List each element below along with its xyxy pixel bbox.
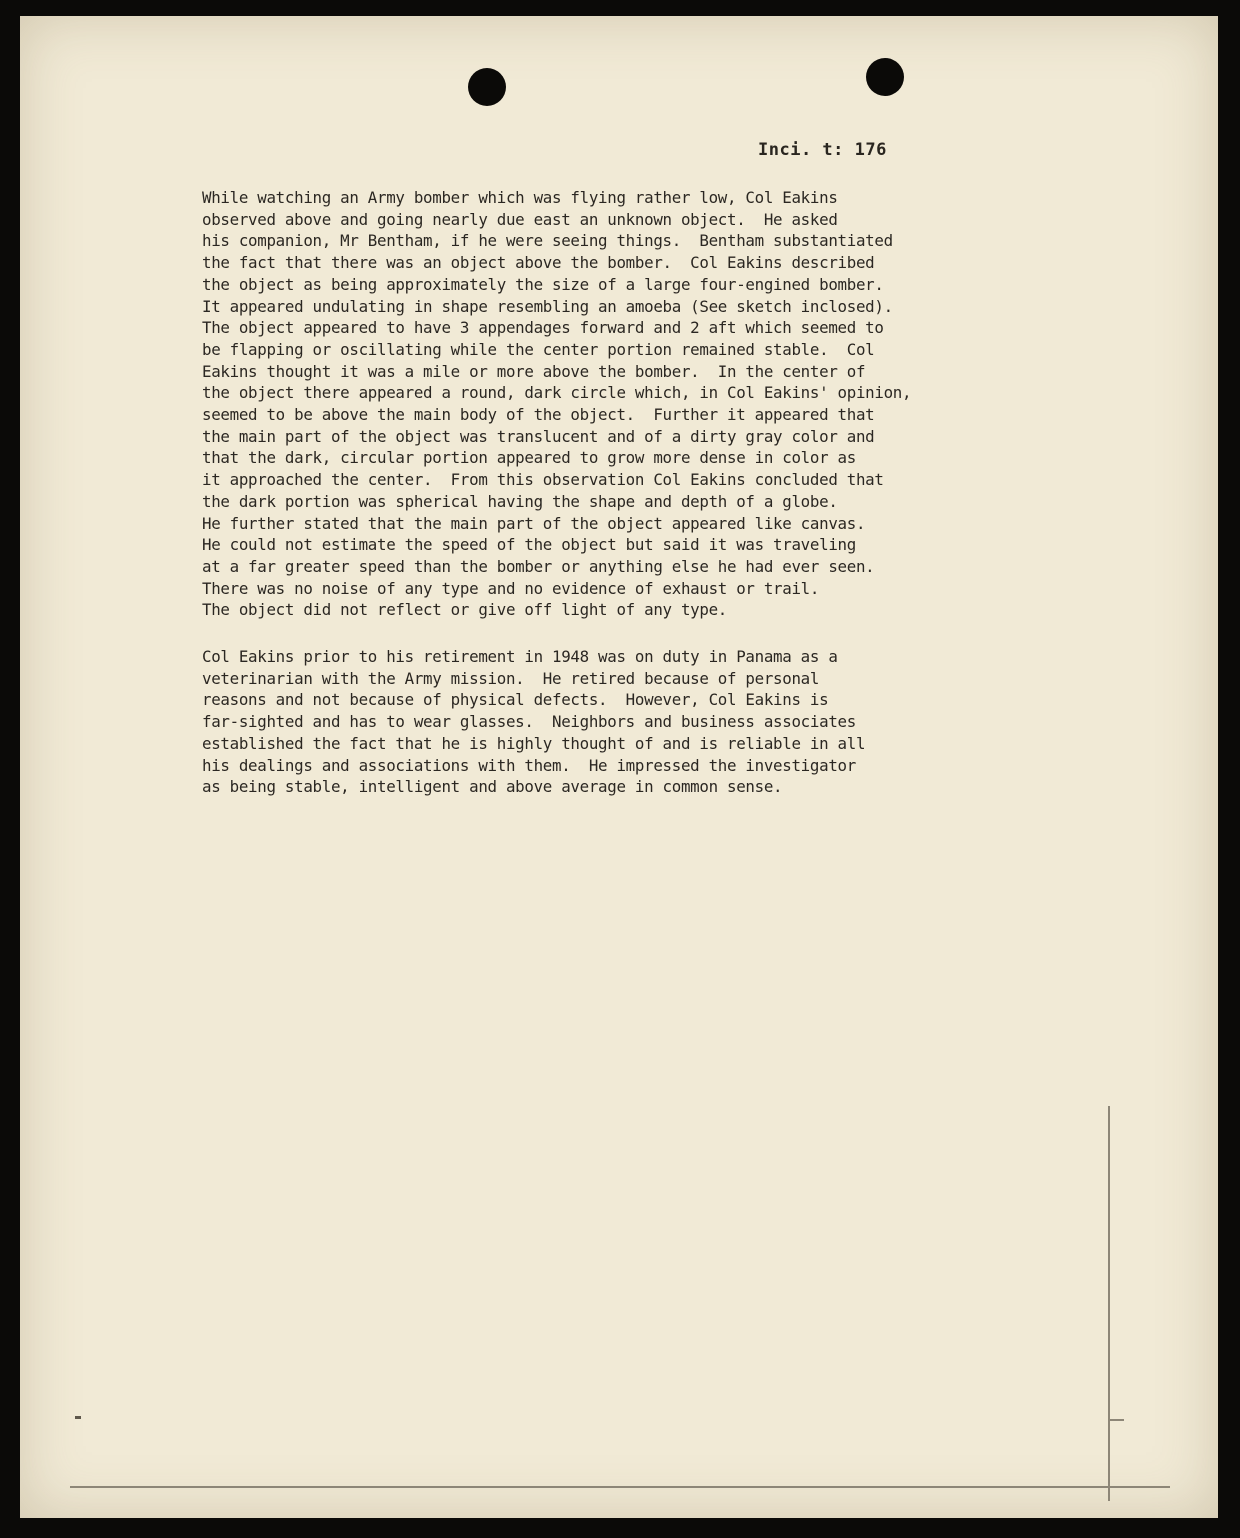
text-line: as being stable, intelligent and above average in common sense. — [202, 777, 783, 797]
incident-number: Inci. t: 176 — [758, 140, 887, 160]
margin-mark-right — [1110, 1419, 1124, 1421]
text-line: the fact that there was an object above the bomber. Col Eakins described — [202, 253, 875, 273]
text-line: There was no noise of any type and no evidence of exhaust or trail. — [202, 578, 820, 598]
text-line: Col Eakins prior to his retirement in 1948 was on duty in Panama as a — [202, 647, 838, 666]
text-line: reasons and not because of physical defects. However, Col Eakins is — [202, 690, 829, 710]
text-line: It appeared undulating in shape resembling an amoeba (See sketch inclosed). — [202, 296, 893, 316]
text-line: The object appeared to have 3 appendages forward and 2 aft which seemed to — [202, 318, 884, 338]
text-line: the main part of the object was translucent and of a dirty gray color and — [202, 426, 875, 446]
document-page — [20, 16, 1218, 1518]
text-line: established the fact that he is highly thought of and is reliable in all — [202, 733, 866, 753]
text-line: seemed to be above the main body of the object. Further it appeared that — [202, 405, 875, 425]
text-line: his companion, Mr Bentham, if he were seeing things. Bentham substantiated — [202, 231, 893, 251]
text-line: the object as being approximately the size of a large four-engined bomber. — [202, 274, 884, 294]
margin-mark-left — [75, 1416, 81, 1419]
frame-line-vertical — [1108, 1106, 1110, 1501]
text-line: be flapping or oscillating while the center portion remained stable. Col — [202, 339, 875, 359]
text-line: the dark portion was spherical having the shape and depth of a globe. — [202, 491, 838, 511]
text-line: it approached the center. From this observation Col Eakins concluded that — [202, 470, 884, 490]
text-line: far-sighted and has to wear glasses. Neighbors and business associates — [202, 712, 856, 732]
paragraph-background — [202, 646, 1062, 798]
text-line: veterinarian with the Army mission. He retired because of personal — [202, 668, 820, 688]
text-line: The object did not reflect or give off light of any type. — [202, 600, 728, 620]
punch-hole-left — [468, 68, 506, 106]
text-line: observed above and going nearly due east an unknown object. He asked — [202, 209, 838, 229]
text-line: While watching an Army bomber which was flying rather low, Col Eakins — [202, 188, 838, 207]
punch-hole-right — [866, 58, 904, 96]
text-line: that the dark, circular portion appeared to grow more dense in color as — [202, 448, 856, 468]
text-line: Eakins thought it was a mile or more above the bomber. In the center of — [202, 361, 866, 381]
text-line: He further stated that the main part of the object appeared like canvas. — [202, 513, 866, 533]
text-line: his dealings and associations with them. He impressed the investigator — [202, 755, 856, 775]
frame-line-horizontal — [70, 1486, 1170, 1488]
text-line: at a far greater speed than the bomber or anything else he had ever seen. — [202, 556, 875, 576]
text-line: He could not estimate the speed of the object but said it was traveling — [202, 535, 856, 555]
paragraph-observation — [202, 187, 1062, 621]
text-line: the object there appeared a round, dark circle which, in Col Eakins' opinion, — [202, 383, 912, 403]
